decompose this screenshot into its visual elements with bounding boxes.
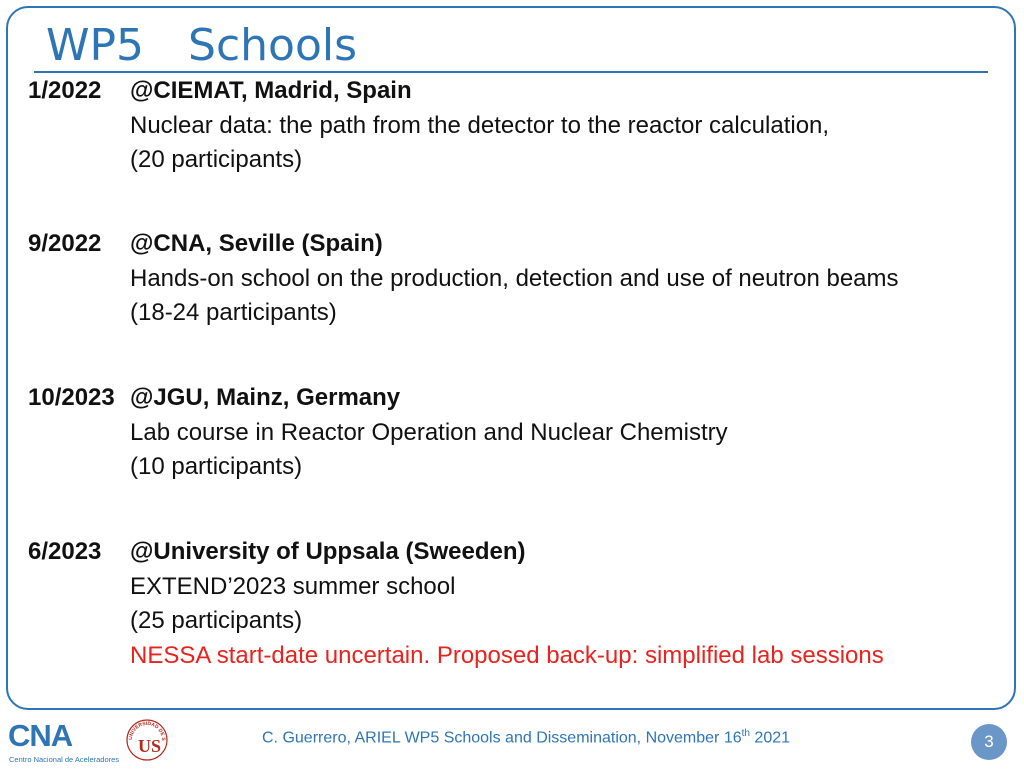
entry-description: EXTEND’2023 summer school bbox=[130, 572, 456, 600]
footer-citation bbox=[262, 728, 790, 747]
cna-logo bbox=[8, 718, 119, 764]
entry-participants: (18-24 participants) bbox=[130, 299, 337, 326]
entry-place: @University of Uppsala (Sweeden) bbox=[130, 538, 526, 565]
footer-citation-main: C. Guerrero, ARIEL WP5 Schools and Dissemination, November 16 bbox=[262, 729, 742, 747]
cna-logo-subtitle: Centro Nacional de Aceleradores bbox=[9, 755, 120, 764]
entry-participants: (20 participants) bbox=[130, 146, 303, 173]
entry-participants: (25 participants) bbox=[130, 607, 303, 634]
entry-date: 6/2023 bbox=[28, 538, 102, 565]
entry-participants: (10 participants) bbox=[130, 453, 303, 480]
entry-date: 1/2022 bbox=[28, 77, 102, 104]
title-wp5: WP5 bbox=[46, 20, 145, 71]
entry-date: 9/2022 bbox=[28, 230, 102, 257]
footer-citation-sup: th bbox=[741, 728, 750, 739]
entry-place: @CIEMAT, Madrid, Spain bbox=[130, 77, 412, 104]
page-number-badge: 3 bbox=[971, 724, 1007, 760]
entry-warning-note: NESSA start-date uncertain. Proposed back-up: simplified lab sessions bbox=[130, 641, 884, 669]
title-underline bbox=[34, 71, 988, 73]
us-seal-letters: US bbox=[138, 736, 162, 756]
entry-description: Hands-on school on the production, detection and use of neutron beams bbox=[130, 264, 899, 292]
cna-logo-text: CNA bbox=[8, 718, 73, 753]
footer-citation-year: 2021 bbox=[749, 729, 791, 747]
entry-date: 10/2023 bbox=[28, 384, 115, 411]
footer-logos bbox=[8, 716, 168, 766]
slide-title bbox=[46, 18, 357, 74]
title-schools: Schools bbox=[188, 20, 358, 71]
us-seal-ring-text: UNIVERSIDAD DE S bbox=[127, 720, 167, 741]
entry-description: Lab course in Reactor Operation and Nuclear Chemistry bbox=[130, 418, 728, 446]
institution-logos bbox=[8, 716, 168, 766]
entry-place: @CNA, Seville (Spain) bbox=[130, 230, 383, 257]
entry-description: Nuclear data: the path from the detector to the reactor calculation, bbox=[130, 111, 830, 139]
entry-place: @JGU, Mainz, Germany bbox=[130, 384, 401, 411]
